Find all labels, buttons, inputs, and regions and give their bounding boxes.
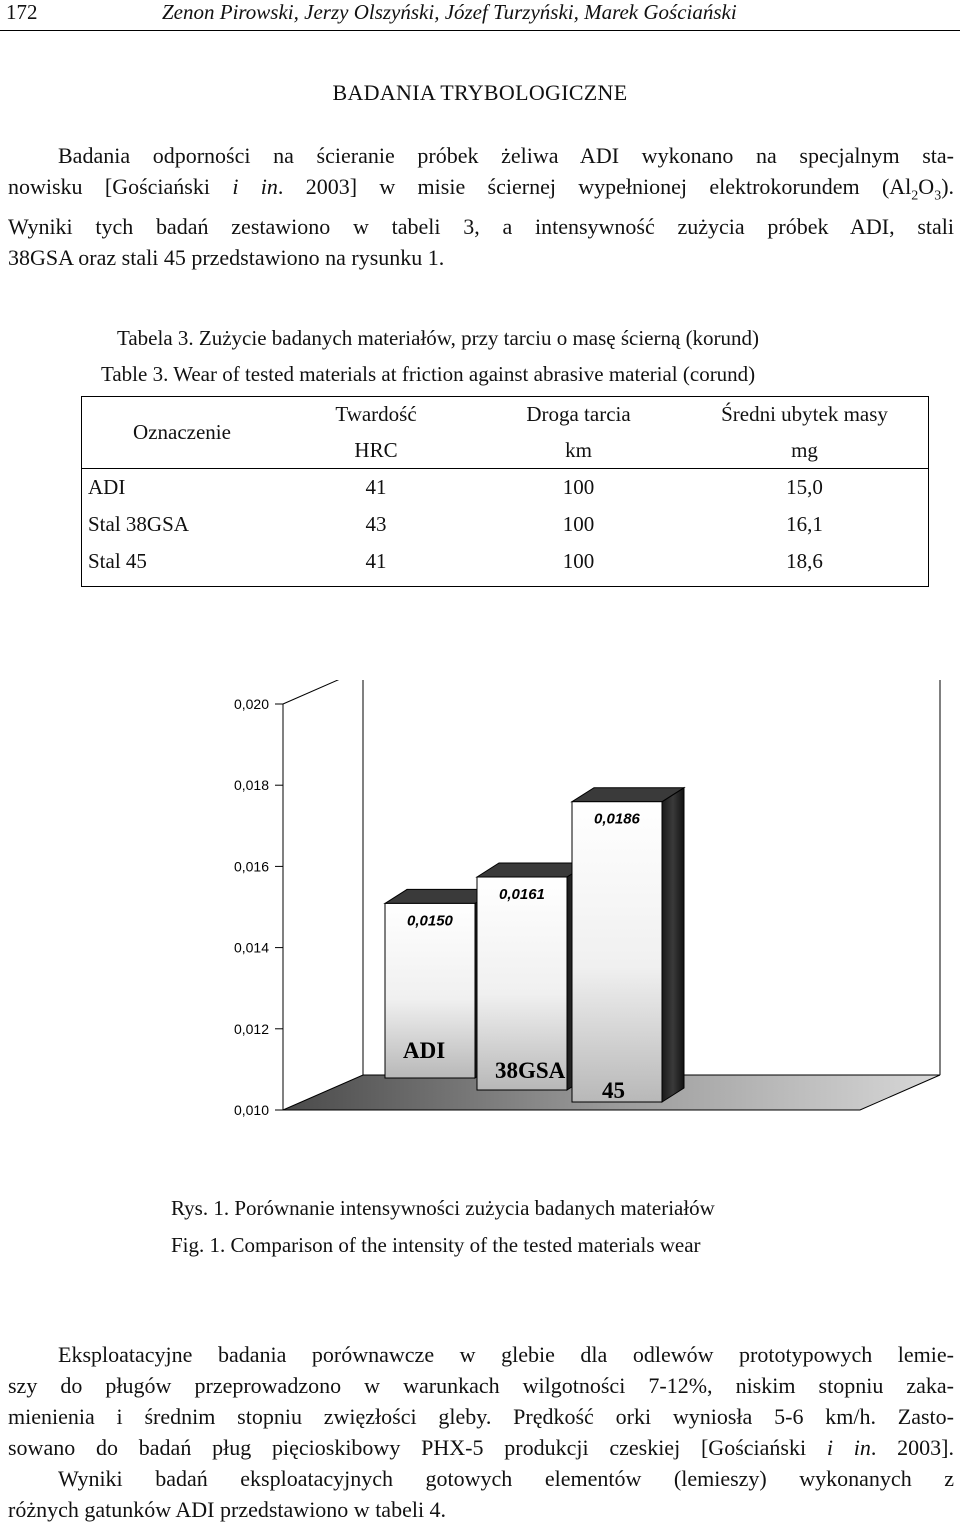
y-tick-label: 0,016 <box>233 858 269 875</box>
intro-line-3: Wyniki tych badań zestawiono w tabeli 3, a intensywność zużycia próbek ADI, stali <box>8 214 954 240</box>
section-title: BADANIA TRYBOLOGICZNE <box>332 80 628 105</box>
intro-line-1: Badania odporności na ścieranie próbek żeliwa ADI wykonano na specjalnym sta- <box>58 143 954 168</box>
page-number: 172 <box>6 0 38 24</box>
cell-mass-loss: 18,6 <box>786 548 823 573</box>
figure-caption-en: Fig. 1. Comparison of the intensity of the tested materials wear <box>171 1233 701 1257</box>
bar-category-label: 38GSA <box>495 1058 566 1083</box>
bar-side <box>662 788 684 1102</box>
y-axis-ticks <box>234 696 283 1118</box>
table-caption-en: Table 3. Wear of tested materials at friction against abrasive material (corund) <box>101 362 756 386</box>
header-droga: Droga tarcia <box>526 402 631 427</box>
wear-intensity-chart <box>0 680 960 1180</box>
bar-value-label: 0,0150 <box>407 912 453 930</box>
cell-distance: 100 <box>562 548 595 573</box>
intro-line-4: 38GSA oraz stali 45 przedstawiono na rysunku 1. <box>8 245 445 271</box>
header-oznaczenie: Oznaczenie <box>82 397 277 469</box>
cell-hardness: 43 <box>365 511 387 536</box>
cell-hardness: 41 <box>365 548 387 573</box>
y-tick-label: 0,010 <box>233 1102 269 1118</box>
running-header <box>0 0 960 31</box>
closing-line-5: Wyniki badań eksploatacyjnych gotowych elementów (lemieszy) wykonanych z <box>58 1466 954 1491</box>
cell-mass-loss: 16,1 <box>786 511 823 536</box>
table-row <box>82 506 929 543</box>
bar-category-label: 45 <box>602 1078 625 1103</box>
authors: Zenon Pirowski, Jerzy Olszyński, Józef Turzyński, Marek Gościański <box>162 0 737 24</box>
closing-paragraph <box>8 1339 954 1525</box>
closing-line-1: Eksploatacyjne badania porównawcze w glebie dla odlewów prototypowych lemie- <box>58 1342 954 1367</box>
closing-line-2: szy do pługów przeprowadzono w warunkach wilgotności 7-12%, niskim stopniu zaka- <box>8 1373 954 1398</box>
cell-distance: 100 <box>562 511 595 536</box>
closing-line-3: mienienia i średnim stopniu zwięzłości gleby. Prędkość orki wyniosła 5-6 km/h. Zasto- <box>8 1404 954 1429</box>
unit-km: km <box>476 433 681 469</box>
cell-material: ADI <box>88 474 126 499</box>
y-tick-label: 0,012 <box>233 1020 269 1037</box>
header-ubytek: Średni ubytek masy <box>721 402 888 427</box>
header-twardosc: Twardość <box>335 402 417 427</box>
cell-material: Stal 45 <box>88 548 147 573</box>
cell-mass-loss: 15,0 <box>786 474 823 499</box>
wear-table <box>81 396 929 587</box>
table-row <box>82 543 929 587</box>
closing-line-6: różnych gatunków ADI przedstawiono w tabeli 4. <box>8 1497 447 1522</box>
bar-category-label: ADI <box>403 1038 446 1063</box>
unit-mg: mg <box>681 433 929 469</box>
bar-value-label: 0,0161 <box>499 886 545 904</box>
table-caption-pl: Tabela 3. Zużycie badanych materiałów, przy tarciu o masę ścierną (korund) <box>117 326 760 350</box>
bar-series <box>385 788 684 1103</box>
y-tick-label: 0,020 <box>233 696 269 712</box>
cell-distance: 100 <box>562 474 595 499</box>
bar-front <box>572 802 662 1102</box>
intro-line-2: nowisku [Gościański i in. 2003] w misie ściernej wypełnionej elektrokorundem $(Al_2O_3)$. <box>8 174 955 204</box>
bar-45 <box>572 788 684 1103</box>
intro-paragraph <box>8 140 954 273</box>
y-tick-label: 0,014 <box>233 939 269 956</box>
cell-hardness: 41 <box>365 474 387 499</box>
bar-value-label: 0,0186 <box>594 810 640 828</box>
y-tick-label: 0,018 <box>233 777 269 794</box>
unit-hrc: HRC <box>276 433 476 469</box>
closing-line-4: sowano do badań pług pięcioskibowy PHX-5 produkcji czeskiej [Gościański i in. 2003]. <box>8 1435 954 1460</box>
figure-caption-pl: Rys. 1. Porównanie intensywności zużycia badanych materiałów <box>171 1196 715 1220</box>
cell-material: Stal 38GSA <box>88 511 189 536</box>
table-row <box>82 469 929 506</box>
